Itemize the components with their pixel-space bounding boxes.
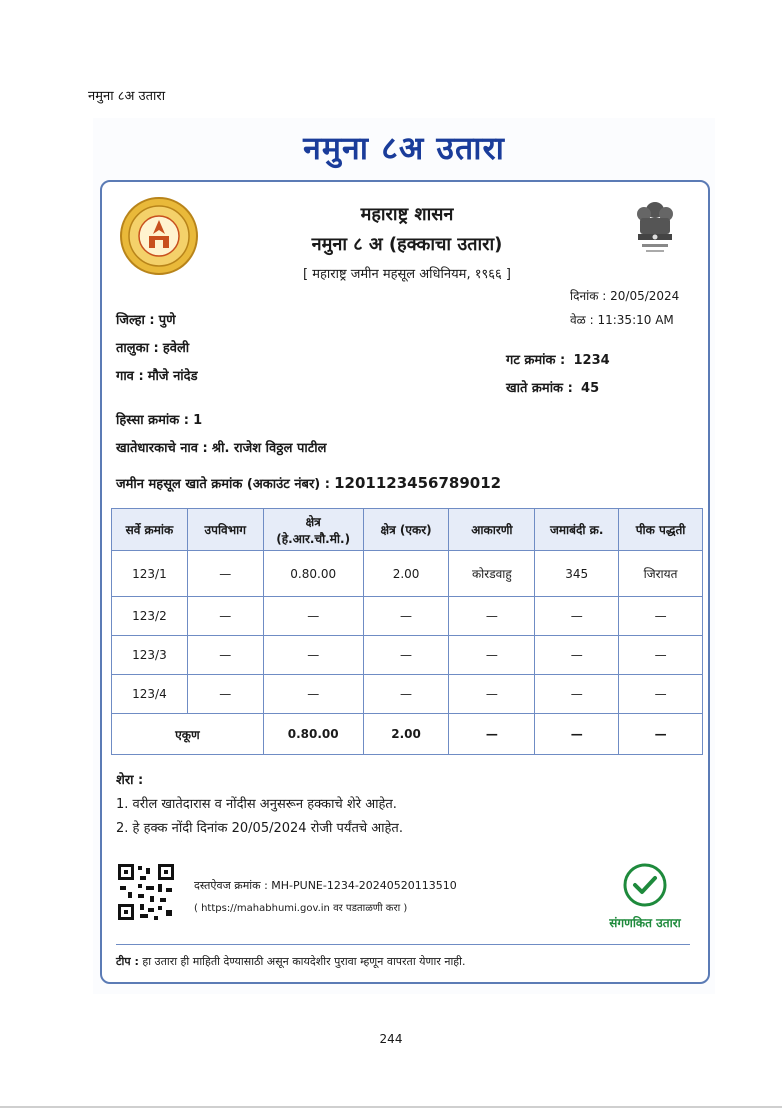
- table-cell: —: [619, 636, 703, 675]
- table-cell: —: [263, 675, 363, 714]
- table-header: पीक पद्धती: [619, 509, 703, 551]
- table-cell: 345: [535, 551, 619, 597]
- table-header: सर्वे क्रमांक: [112, 509, 188, 551]
- table-cell: 123/2: [112, 597, 188, 636]
- verified-label: संगणकित उतारा: [609, 916, 681, 930]
- table-cell: —: [363, 636, 449, 675]
- document-reference: दस्तऐवज क्रमांक : MH-PUNE-1234-20240520113510: [194, 879, 457, 892]
- table-cell: —: [535, 636, 619, 675]
- table-cell: 0.80.00: [263, 714, 363, 755]
- table-cell: —: [187, 675, 263, 714]
- national-emblem-icon: [628, 196, 682, 260]
- table-cell: —: [535, 675, 619, 714]
- table-row: [112, 675, 703, 714]
- table-cell: —: [187, 597, 263, 636]
- table-cell: जिरायत: [619, 551, 703, 597]
- document-image: [93, 118, 715, 994]
- divider: [116, 944, 690, 945]
- hissa-number-field: हिस्सा क्रमांक : 1: [116, 413, 203, 428]
- page-header: नमुना ८अ उतारा: [88, 89, 166, 104]
- remarks-title: शेरा :: [116, 773, 144, 788]
- form-name: नमुना ८ अ (हक्काचा उतारा): [311, 234, 503, 255]
- table-cell: —: [263, 636, 363, 675]
- verification-url: ( https://mahabhumi.gov.in वर पडताळणी करा ): [194, 903, 408, 914]
- check-circle-icon: [622, 862, 668, 908]
- table-row: [112, 636, 703, 675]
- table-total-row: [112, 714, 703, 755]
- table-cell: 123/3: [112, 636, 188, 675]
- table-cell: एकूण: [112, 714, 264, 755]
- document-title: नमुना ८अ उतारा: [303, 129, 505, 167]
- table-cell: —: [187, 551, 263, 597]
- maharashtra-seal-icon: [119, 196, 199, 276]
- act-reference: [ महाराष्ट्र जमीन महसूल अधिनियम, १९६६ ]: [303, 267, 511, 282]
- table-cell: —: [187, 636, 263, 675]
- date-field: दिनांक : 20/05/2024: [570, 289, 680, 303]
- table-cell: —: [449, 714, 535, 755]
- gat-number-field: गट क्रमांक : 1234: [506, 353, 610, 368]
- table-cell: 2.00: [363, 714, 449, 755]
- table-header: जमाबंदी क्र.: [535, 509, 619, 551]
- table-cell: —: [363, 597, 449, 636]
- district-field: जिल्हा : पुणे: [116, 313, 176, 328]
- table-header: क्षेत्र (एकर): [363, 509, 449, 551]
- table-row: [112, 551, 703, 597]
- table-cell: 123/4: [112, 675, 188, 714]
- village-field: गाव : मौजे नांदेड: [116, 369, 198, 384]
- government-name: महाराष्ट्र शासन: [360, 204, 454, 225]
- account-number-field: जमीन महसूल खाते क्रमांक (अकाउंट नंबर) : 1201123456789012: [116, 474, 502, 492]
- page-bottom-rule: [0, 1106, 782, 1108]
- table-cell: —: [449, 675, 535, 714]
- table-header-row: [112, 509, 703, 551]
- table-cell: —: [363, 675, 449, 714]
- table-header: क्षेत्र (हे.आर.चौ.मी.): [263, 509, 363, 551]
- table-cell: —: [619, 714, 703, 755]
- table-header: उपविभाग: [187, 509, 263, 551]
- khate-number-field: खाते क्रमांक : 45: [506, 381, 600, 396]
- table-header: आकारणी: [449, 509, 535, 551]
- page-number: 244: [379, 1032, 403, 1046]
- remark-item: 1. वरील खातेदारास व नोंदीस अनुसरून हक्काचे शेरे आहेत.: [116, 797, 397, 812]
- table-cell: —: [535, 597, 619, 636]
- table-cell: कोरडवाहु: [449, 551, 535, 597]
- qr-code-icon: [116, 862, 176, 922]
- time-field: वेळ : 11:35:10 AM: [570, 313, 674, 327]
- extract-card: [100, 180, 710, 984]
- table-cell: —: [619, 597, 703, 636]
- table-row: [112, 597, 703, 636]
- table-cell: —: [449, 636, 535, 675]
- taluka-field: तालुका : हवेली: [116, 341, 190, 356]
- remark-item: 2. हे हक्क नोंदी दिनांक 20/05/2024 रोजी पर्यंतचे आहेत.: [116, 821, 403, 836]
- table-cell: —: [535, 714, 619, 755]
- land-record-table: [111, 508, 703, 755]
- table-cell: —: [263, 597, 363, 636]
- table-cell: 2.00: [363, 551, 449, 597]
- table-cell: —: [449, 597, 535, 636]
- holder-name-field: खातेधारकाचे नाव : श्री. राजेश विठ्ठल पाटील: [116, 441, 327, 456]
- disclaimer-note: टीप : हा उतारा ही माहिती देण्यासाठी असून कायदेशीर पुरावा म्हणून वापरता येणार नाही.: [116, 955, 466, 968]
- table-cell: 123/1: [112, 551, 188, 597]
- table-cell: 0.80.00: [263, 551, 363, 597]
- table-cell: —: [619, 675, 703, 714]
